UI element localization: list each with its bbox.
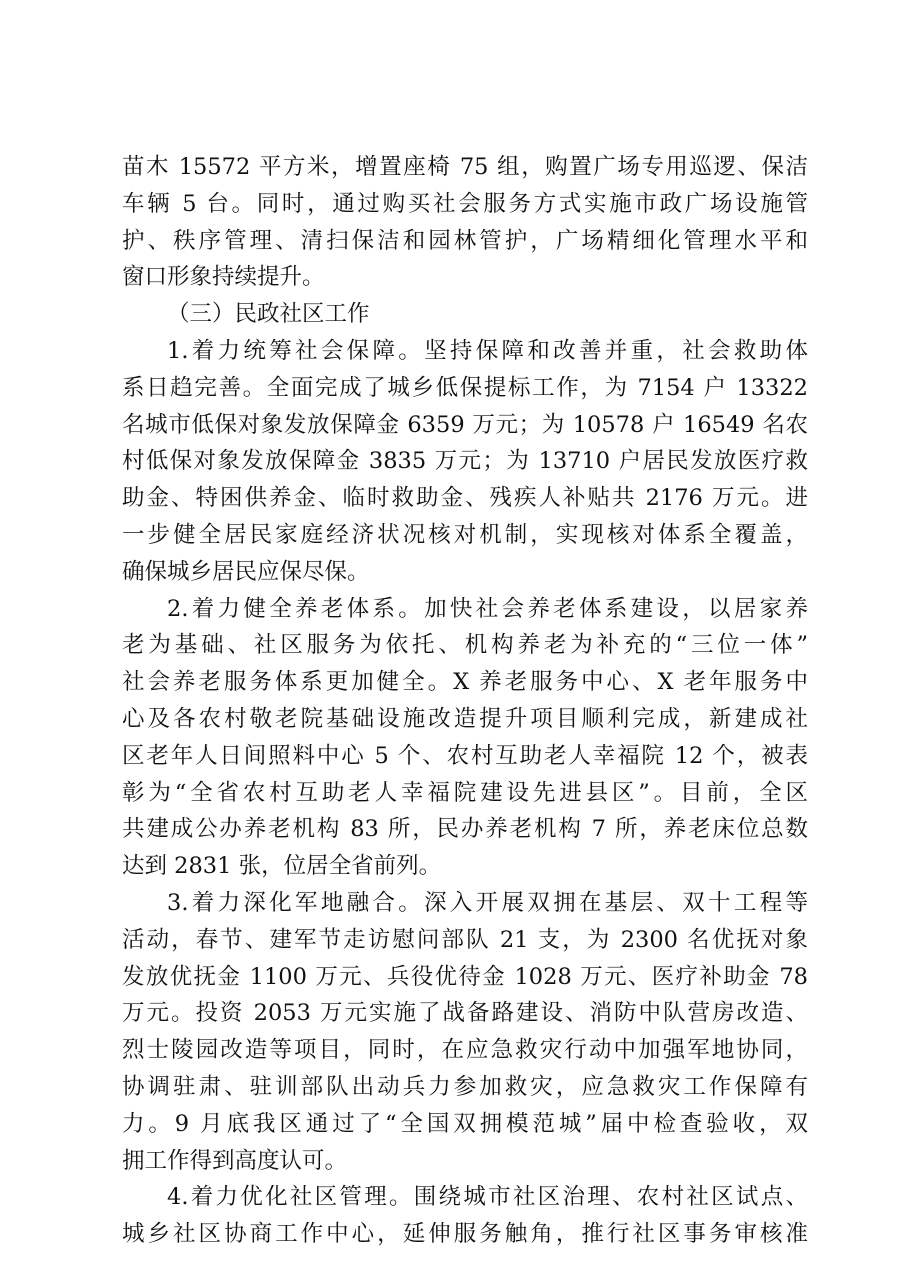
body-line: 护、秩序管理、清扫保洁和园林管护，广场精细化管理水平和 bbox=[122, 227, 808, 254]
body-line: 车辆 5 台。同时，通过购买社会服务方式实施市政广场设施管 bbox=[122, 190, 808, 217]
body-line: 社会养老服务体系更加健全。X 养老服务中心、X 老年服务中 bbox=[122, 669, 808, 696]
body-line: 彰为“全省农村互助老人幸福院建设先进县区”。目前，全区 bbox=[122, 779, 808, 806]
body-line: 共建成公办养老机构 83 所，民办养老机构 7 所，养老床位总数 bbox=[122, 816, 808, 843]
body-line: 苗木 15572 平方米，增置座椅 75 组，购置广场专用巡逻、保洁 bbox=[122, 154, 808, 180]
body-line: 老为基础、社区服务为依托、机构养老为补充的“三位一体” bbox=[122, 632, 808, 659]
body-line: 活动，春节、建军节走访慰问部队 21 支，为 2300 名优抚对象 bbox=[122, 926, 808, 953]
paragraph-2-start: 2.着力健全养老体系。加快社会养老体系建设，以居家养 bbox=[167, 595, 808, 622]
body-line: 拥工作得到高度认可。 bbox=[122, 1147, 348, 1174]
body-line: 名城市低保对象发放保障金 6359 万元；为 10578 户 16549 名农 bbox=[122, 411, 808, 438]
paragraph-4-start: 4.着力优化社区管理。围绕城市社区治理、农村社区试点、 bbox=[167, 1184, 808, 1211]
body-line: 区老年人日间照料中心 5 个、农村互助老人幸福院 12 个，被表 bbox=[122, 742, 808, 769]
document-page bbox=[122, 149, 808, 1253]
body-line: 一步健全居民家庭经济状况核对机制，实现核对体系全覆盖， bbox=[122, 521, 808, 548]
body-line: 发放优抚金 1100 万元、兵役优待金 1028 万元、医疗补助金 78 bbox=[122, 963, 808, 990]
body-line: 村低保对象发放保障金 3835 万元；为 13710 户居民发放医疗救 bbox=[122, 448, 808, 475]
body-line: 烈士陵园改造等项目，同时，在应急救灾行动中加强军地协同， bbox=[122, 1037, 808, 1064]
body-line: 系日趋完善。全面完成了城乡低保提标工作，为 7154 户 13322 bbox=[122, 374, 808, 401]
body-line: 窗口形象持续提升。 bbox=[122, 264, 325, 291]
body-line: 助金、特困供养金、临时救助金、残疾人补贴共 2176 万元。进 bbox=[122, 485, 808, 512]
body-line: 万元。投资 2053 万元实施了战备路建设、消防中队营房改造、 bbox=[122, 1000, 808, 1027]
body-line: 确保城乡居民应保尽保。 bbox=[122, 558, 370, 585]
paragraph-1-start: 1.着力统筹社会保障。坚持保障和改善并重，社会救助体 bbox=[167, 337, 808, 364]
body-line: 达到 2831 张，位居全省前列。 bbox=[122, 853, 442, 880]
body-line: 协调驻肃、驻训部队出动兵力参加救灾，应急救灾工作保障有 bbox=[122, 1073, 808, 1100]
body-line: 力。9 月底我区通过了“全国双拥模范城”届中检查验收，双 bbox=[122, 1110, 808, 1137]
section-heading: （三）民政社区工作 bbox=[167, 301, 370, 328]
paragraph-3-start: 3.着力深化军地融合。深入开展双拥在基层、双十工程等 bbox=[167, 889, 808, 916]
body-line: 城乡社区协商工作中心，延伸服务触角，推行社区事务审核准 bbox=[122, 1221, 808, 1248]
body-line: 心及各农村敬老院基础设施改造提升项目顺利完成，新建成社 bbox=[122, 705, 808, 732]
